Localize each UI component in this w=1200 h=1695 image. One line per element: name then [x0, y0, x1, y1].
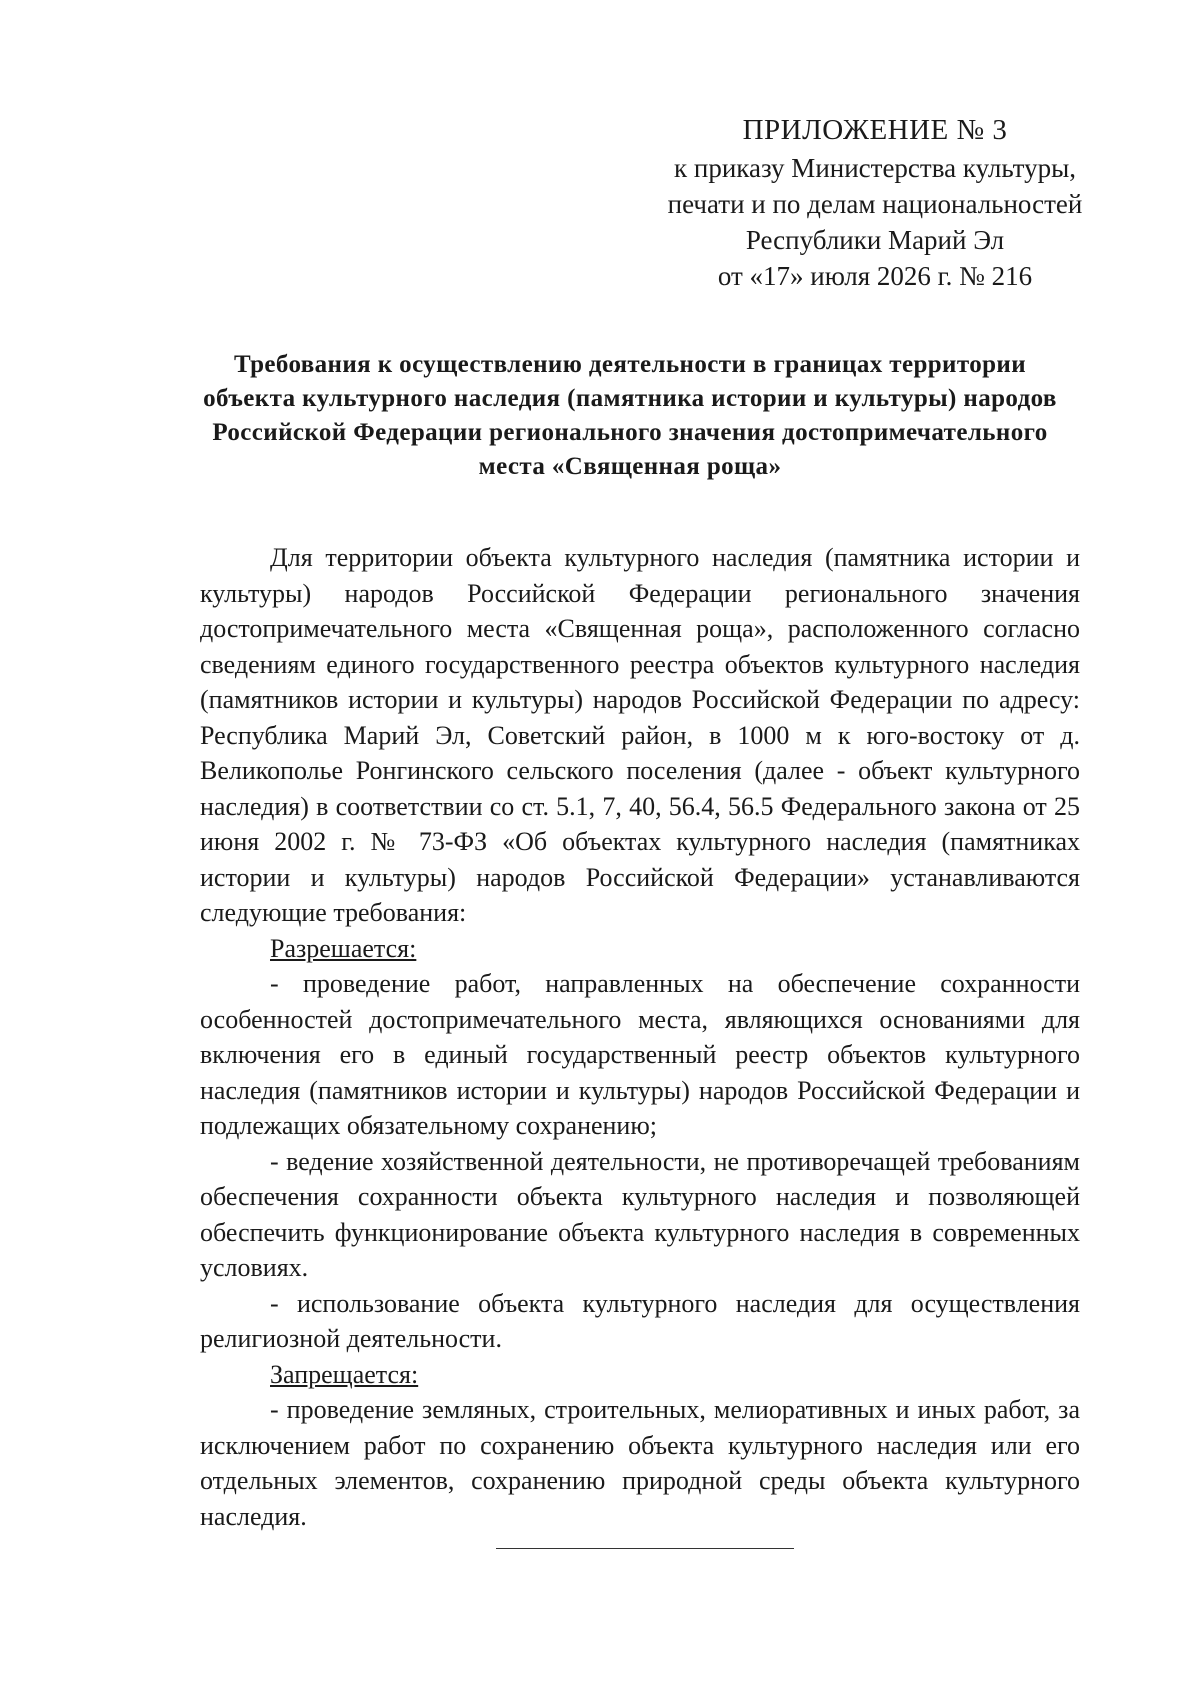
- forbidden-heading: Запрещается:: [270, 1359, 419, 1389]
- document-title: Требования к осуществлению деятельности в границах территории объекта культурного наследия (памятника истории и культуры) народов Российской Федерации регионального значения достопримечательного места «Священная роща»: [203, 351, 1057, 480]
- appendix-line-republic: Республики Марий Эл: [745, 225, 1005, 255]
- document-body: [200, 540, 1080, 1534]
- appendix-line-order: к приказу Министерства культуры,: [674, 153, 1076, 183]
- intro-paragraph: Для территории объекта культурного наследия (памятника истории и культуры) народов Российской Федерации регионального значения достопримечательного места «Священная роща», расположенного согласно сведениям единого государственного реестра объектов культурного наследия (памятников истории и культуры) народов Российской Федерации по адресу: Республика Марий Эл, Советский район, в 1000 м к юго-востоку от д. Великополье Ронгинского сельского поселения (далее - объект культурного наследия) в соответствии со ст. 5.1, 7, 40, 56.4, 56.5 Федерального закона от 25 июня 2002 г. № 73-ФЗ «Об объектах культурного наследия (памятниках истории и культуры) народов Российской Федерации» устанавливаются следующие требования:: [200, 543, 1080, 927]
- forbidden-item: - проведение земляных, строительных, мелиоративных и иных работ, за исключением работ по сохранению объекта культурного наследия или его отдельных элементов, сохранению природной среды объекта культурного наследия.: [200, 1395, 1080, 1531]
- allowed-item: - ведение хозяйственной деятельности, не противоречащей требованиям обеспечения сохранности объекта культурного наследия и позволяющей обеспечить функционирование объекта культурного наследия в современных условиях.: [200, 1146, 1080, 1282]
- end-divider: [496, 1548, 794, 1549]
- appendix-header: [640, 112, 1110, 294]
- allowed-item: - использование объекта культурного наследия для осуществления религиозной деятельности.: [200, 1288, 1080, 1353]
- allowed-item: - проведение работ, направленных на обеспечение сохранности особенностей достопримечательного места, являющихся основаниями для включения его в единый государственный реестр объектов культурного наследия (памятников истории и культуры) народов Российской Федерации и подлежащих обязательному сохранению;: [200, 969, 1080, 1140]
- appendix-number: ПРИЛОЖЕНИЕ № 3: [742, 114, 1008, 146]
- allowed-heading: Разрешается:: [270, 933, 417, 963]
- appendix-line-date: от «17» июля 2026 г. № 216: [717, 261, 1033, 291]
- appendix-line-ministry: печати и по делам национальностей: [667, 189, 1083, 219]
